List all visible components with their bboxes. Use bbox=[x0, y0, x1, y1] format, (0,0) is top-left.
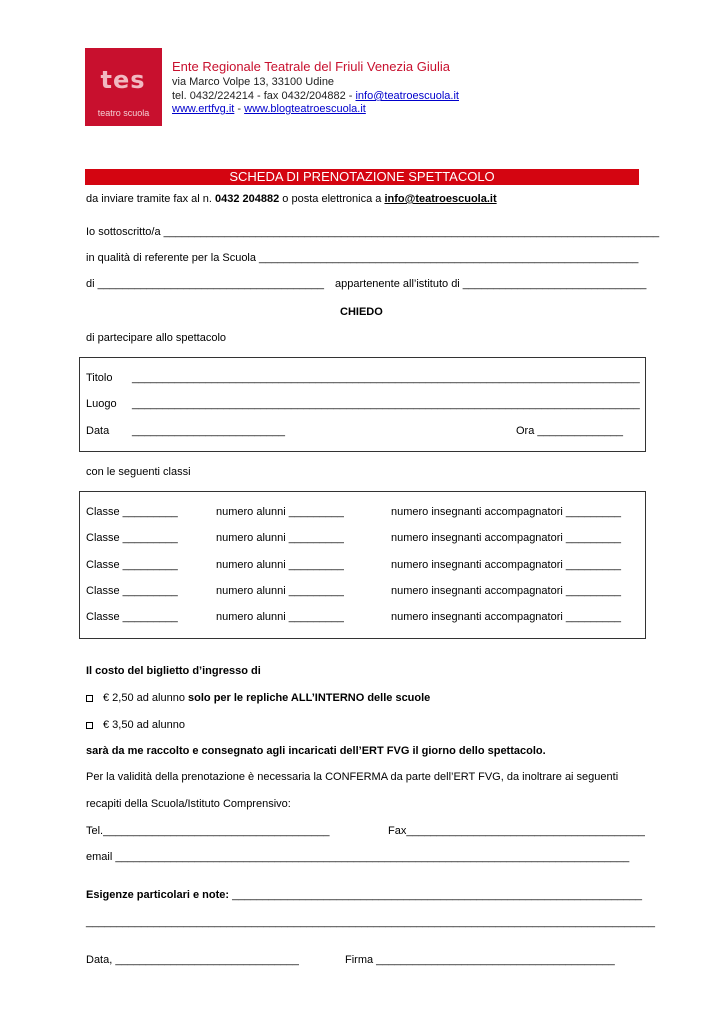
option-2-50[interactable] bbox=[86, 692, 430, 704]
email-field[interactable]: email ____________________________________________________________________________________ bbox=[86, 851, 630, 863]
esigenze-label: Esigenze particolari e note: bbox=[86, 889, 230, 901]
option-2-50-price: € 2,50 ad alunno bbox=[103, 692, 189, 704]
firma-field[interactable]: Firma _______________________________________ bbox=[345, 954, 615, 966]
luogo-label: Luogo bbox=[86, 398, 117, 410]
field-sottoscritto[interactable]: Io sottoscritto/a _________________________________________________________________________________ bbox=[86, 226, 660, 238]
org-address: via Marco Volpe 13, 33100 Udine bbox=[172, 76, 335, 88]
validita-text: Per la validità della prenotazione è necessaria la CONFERMA da parte dell’ERT FVG, da inoltrare ai seguenti bbox=[86, 771, 619, 783]
numero-alunni-field[interactable]: numero alunni _________ bbox=[216, 585, 344, 597]
phone-fax: tel. 0432/224214 - fax 0432/204882 - bbox=[172, 90, 356, 102]
org-contacts bbox=[172, 90, 459, 102]
recapiti-text: recapiti della Scuola/Istituto Comprensivo: bbox=[86, 798, 291, 810]
partecipare-text: di partecipare allo spettacolo bbox=[86, 332, 227, 344]
chiedo-heading: CHIEDO bbox=[340, 306, 383, 318]
notes-extra-line[interactable]: _____________________________________________________________________________________________ bbox=[86, 916, 655, 928]
email-link[interactable]: info@teatroescuola.it bbox=[355, 90, 459, 102]
fax-field[interactable]: Fax_______________________________________ bbox=[388, 825, 645, 837]
org-name: Ente Regionale Teatrale del Friuli Venezia Giulia bbox=[172, 59, 450, 74]
classe-field[interactable]: Classe _________ bbox=[86, 506, 178, 518]
checkbox-icon[interactable] bbox=[86, 722, 93, 729]
classe-field[interactable]: Classe _________ bbox=[86, 611, 178, 623]
data-field[interactable]: _________________________ bbox=[132, 425, 285, 437]
data-signature-field[interactable]: Data, ______________________________ bbox=[86, 954, 299, 966]
numero-insegnanti-field[interactable]: numero insegnanti accompagnatori _________ bbox=[391, 506, 621, 518]
logo-mark: tes bbox=[100, 66, 146, 94]
option-2-50-note: solo per le repliche ALL’INTERNO delle scuole bbox=[188, 692, 431, 704]
field-qualita[interactable]: in qualità di referente per la Scuola ______________________________________________________________ bbox=[86, 252, 639, 264]
numero-insegnanti-field[interactable]: numero insegnanti accompagnatori _________ bbox=[391, 532, 621, 544]
costo-title: Il costo del biglietto d’ingresso di bbox=[86, 665, 261, 677]
field-appartenente[interactable]: appartenente all’istituto di ______________________________ bbox=[335, 278, 647, 290]
form-title: SCHEDA DI PRENOTAZIONE SPETTACOLO bbox=[229, 169, 495, 184]
logo-text: teatro scuola bbox=[97, 108, 150, 118]
option-3-50[interactable] bbox=[86, 719, 185, 731]
send-prefix: da inviare tramite fax al n. bbox=[86, 193, 216, 205]
esigenze-field[interactable]: ___________________________________________________________________ bbox=[229, 889, 642, 901]
field-di[interactable]: di _____________________________________ bbox=[86, 278, 324, 290]
logo bbox=[85, 48, 162, 126]
numero-insegnanti-field[interactable]: numero insegnanti accompagnatori _________ bbox=[391, 585, 621, 597]
website-separator: - bbox=[234, 103, 245, 115]
numero-alunni-field[interactable]: numero alunni _________ bbox=[216, 532, 344, 544]
fax-number: 0432 204882 bbox=[215, 193, 280, 205]
option-3-50-price: € 3,50 ad alunno bbox=[103, 719, 185, 731]
send-email[interactable]: info@teatroescuola.it bbox=[384, 193, 497, 205]
numero-insegnanti-field[interactable]: numero insegnanti accompagnatori _________ bbox=[391, 611, 621, 623]
classi-intro: con le seguenti classi bbox=[86, 466, 191, 478]
classe-field[interactable]: Classe _________ bbox=[86, 559, 178, 571]
tel-field[interactable]: Tel._____________________________________ bbox=[86, 825, 330, 837]
website-link-blog[interactable]: www.blogteatroescuola.it bbox=[244, 103, 366, 115]
luogo-field[interactable]: ___________________________________________________________________________________ bbox=[132, 398, 640, 410]
data-label: Data bbox=[86, 425, 110, 437]
numero-alunni-field[interactable]: numero alunni _________ bbox=[216, 559, 344, 571]
raccolto-text: sarà da me raccolto e consegnato agli incaricati dell’ERT FVG il giorno dello spettacolo. bbox=[86, 745, 546, 757]
checkbox-icon[interactable] bbox=[86, 695, 93, 702]
send-instructions bbox=[86, 193, 497, 205]
classe-field[interactable]: Classe _________ bbox=[86, 585, 178, 597]
numero-alunni-field[interactable]: numero alunni _________ bbox=[216, 611, 344, 623]
send-mid: o posta elettronica a bbox=[279, 193, 385, 205]
classe-field[interactable]: Classe _________ bbox=[86, 532, 178, 544]
ora-field[interactable]: Ora ______________ bbox=[516, 425, 624, 437]
numero-insegnanti-field[interactable]: numero insegnanti accompagnatori _________ bbox=[391, 559, 621, 571]
website-link-ertfvg[interactable]: www.ertfvg.it bbox=[172, 103, 235, 115]
titolo-field[interactable]: ___________________________________________________________________________________ bbox=[132, 372, 640, 384]
titolo-label: Titolo bbox=[86, 372, 113, 384]
esigenze-row bbox=[86, 889, 642, 901]
form-title-bar bbox=[85, 169, 639, 185]
numero-alunni-field[interactable]: numero alunni _________ bbox=[216, 506, 344, 518]
org-websites bbox=[172, 103, 366, 115]
